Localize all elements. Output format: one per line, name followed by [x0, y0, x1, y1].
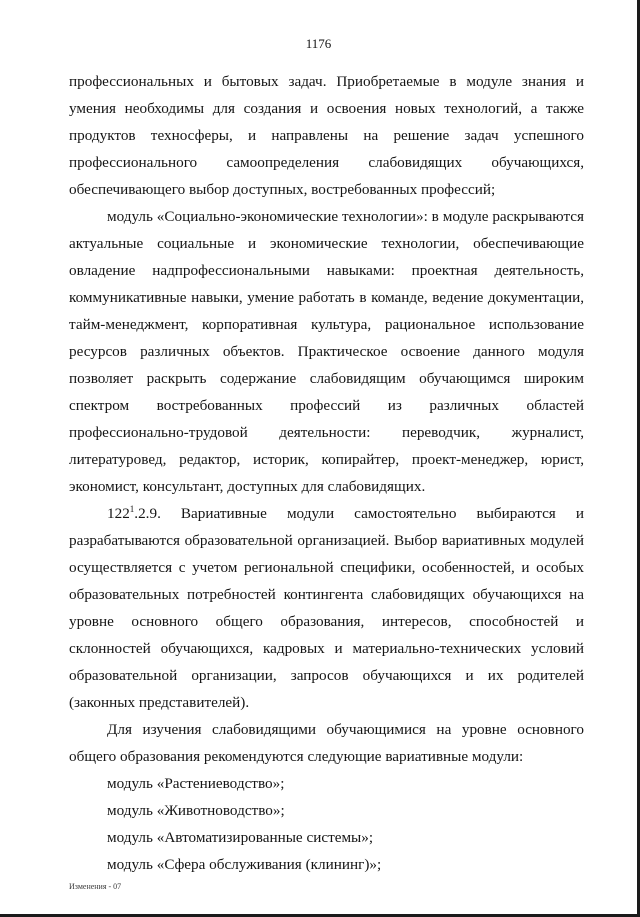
module-list-item: модуль «Автоматизированные системы»;: [107, 829, 374, 846]
section-number: 122: [107, 505, 130, 522]
footer-note: Изменения - 07: [69, 882, 122, 891]
paragraph-continuation: профессиональных и бытовых задач. Приобретаемые в модуле знания и умения необходимы для создания и освоения новых технологий, а также продуктов техносферы, и направлены на решение задач успешного профессионального самоопределения слабовидящих обучающихся, обеспечивающего выбор доступных, востребованных профессий;: [69, 73, 584, 198]
paragraph-variative-modules: [69, 500, 584, 716]
page-number: 1176: [305, 36, 332, 51]
paragraph-recommended-modules: Для изучения слабовидящими обучающимися на уровне основного общего образования рекомендуются следующие вариативные модули:: [69, 721, 584, 765]
paragraph-variative-text: .2.9. Вариативные модули самостоятельно выбираются и разрабатываются образовательной организацией. Выбор вариативных модулей осуществляется с учетом региональной специфики, особенностей, и особых образовательных потребностей контингента слабовидящих обучающихся на уровне основного общего образования, интересов, способностей и склонностей обучающихся, кадровых и материально-технических условий образовательной организации, запросов обучающихся и их родителей (законных представителей).: [69, 505, 584, 711]
module-list-item: модуль «Животноводство»;: [107, 802, 285, 819]
paragraph-module-socio-economic: модуль «Социально-экономические технологии»: в модуле раскрываются актуальные социальные и экономические технологии, обеспечивающие овладение надпрофессиональными навыками: проектная деятельность, коммуникативные навыки, умение работать в команде, ведение документации, тайм-менеджмент, корпоративная культура, рациональное использование ресурсов различных объектов. Практическое освоение данного модуля позволяет раскрыть содержание слабовидящим обучающимся широким спектром востребованных профессий из различных областей профессионально-трудовой деятельности: переводчик, журналист, литературовед, редактор, историк, копирайтер, проект-менеджер, юрист, экономист, консультант, доступных для слабовидящих.: [69, 208, 584, 495]
module-list-item: модуль «Растениеводство»;: [107, 775, 285, 792]
module-list-item: модуль «Сфера обслуживания (клининг)»;: [107, 856, 382, 873]
section-number-superscript: 1: [129, 503, 135, 514]
document-body: [69, 68, 584, 878]
